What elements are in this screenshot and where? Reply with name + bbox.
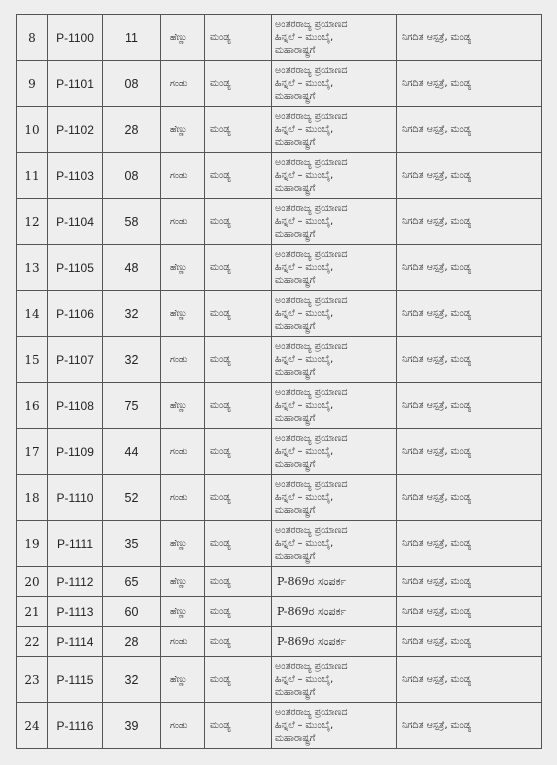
travel-history-line: ಮಹಾರಾಷ್ಟ್ರಗೆ [275, 367, 316, 378]
age-cell: 11 [103, 15, 161, 61]
travel-history-line: ಅಂತರರಾಜ್ಯ ಪ್ರಯಾಣದ [275, 203, 348, 214]
district-cell: ಮಂಡ್ಯ [205, 153, 272, 199]
sex-cell: ಗಂಡು [161, 337, 205, 383]
travel-history-cell [272, 61, 397, 107]
hospital-status-cell: ನಿಗದಿತ ಆಸ್ಪತ್ರೆ, ಮಂಡ್ಯ [397, 15, 542, 61]
hospital-status-cell: ನಿಗದಿತ ಆಸ್ಪತ್ರೆ, ಮಂಡ್ಯ [397, 703, 542, 749]
serial-number-cell: 22 [17, 627, 48, 657]
age-cell: 28 [103, 627, 161, 657]
patient-id-cell: P-1100 [48, 15, 103, 61]
patient-id-cell: P-1103 [48, 153, 103, 199]
travel-history-line: P-869ರ ಸಂಪರ್ಕ [277, 605, 347, 618]
travel-history-line: P-869ರ ಸಂಪರ್ಕ [277, 635, 347, 648]
sex-cell: ಗಂಡು [161, 429, 205, 475]
travel-history-line: P-869ರ ಸಂಪರ್ಕ [277, 575, 347, 588]
age-cell: 28 [103, 107, 161, 153]
serial-number-cell: 9 [17, 61, 48, 107]
travel-history-cell [272, 475, 397, 521]
travel-history-line: ಮಹಾರಾಷ್ಟ್ರಗೆ [275, 183, 316, 194]
travel-history-line: ಅಂತರರಾಜ್ಯ ಪ್ರಯಾಣದ [275, 157, 348, 168]
hospital-status-cell: ನಿಗದಿತ ಆಸ್ಪತ್ರೆ, ಮಂಡ್ಯ [397, 337, 542, 383]
serial-number-cell: 24 [17, 703, 48, 749]
district-cell: ಮಂಡ್ಯ [205, 521, 272, 567]
travel-history-line: ಹಿನ್ನಲೆ – ಮುಂಬೈ, [275, 262, 334, 273]
travel-history-line: ಮಹಾರಾಷ್ಟ್ರಗೆ [275, 551, 316, 562]
patient-id-cell: P-1115 [48, 657, 103, 703]
table-row [17, 337, 542, 383]
district-cell: ಮಂಡ್ಯ [205, 337, 272, 383]
travel-history-cell [272, 597, 397, 627]
travel-history-cell [272, 337, 397, 383]
serial-number-cell: 21 [17, 597, 48, 627]
travel-history-cell [272, 153, 397, 199]
travel-history-line: ಅಂತರರಾಜ್ಯ ಪ್ರಯಾಣದ [275, 249, 348, 260]
travel-history-line: ಹಿನ್ನಲೆ – ಮುಂಬೈ, [275, 124, 334, 135]
travel-history-line: ಅಂತರರಾಜ್ಯ ಪ್ರಯಾಣದ [275, 387, 348, 398]
sex-cell: ಗಂಡು [161, 199, 205, 245]
hospital-status-cell: ನಿಗದಿತ ಆಸ್ಪತ್ರೆ, ಮಂಡ್ಯ [397, 567, 542, 597]
sex-cell: ಹೆಣ್ಣು [161, 521, 205, 567]
patient-id-cell: P-1112 [48, 567, 103, 597]
patient-id-cell: P-1102 [48, 107, 103, 153]
serial-number-cell: 18 [17, 475, 48, 521]
travel-history-line: ಮಹಾರಾಷ್ಟ್ರಗೆ [275, 229, 316, 240]
travel-history-line: ಹಿನ್ನಲೆ – ಮುಂಬೈ, [275, 170, 334, 181]
age-cell: 52 [103, 475, 161, 521]
travel-history-line: ಮಹಾರಾಷ್ಟ್ರಗೆ [275, 505, 316, 516]
table-row [17, 383, 542, 429]
travel-history-cell [272, 703, 397, 749]
age-cell: 32 [103, 291, 161, 337]
travel-history-cell [272, 521, 397, 567]
serial-number-cell: 12 [17, 199, 48, 245]
hospital-status-cell: ನಿಗದಿತ ಆಸ್ಪತ್ರೆ, ಮಂಡ್ಯ [397, 153, 542, 199]
district-cell: ಮಂಡ್ಯ [205, 703, 272, 749]
travel-history-line: ಹಿನ್ನಲೆ – ಮುಂಬೈ, [275, 538, 334, 549]
age-cell: 08 [103, 61, 161, 107]
travel-history-line: ಅಂತರರಾಜ್ಯ ಪ್ರಯಾಣದ [275, 479, 348, 490]
table-row [17, 521, 542, 567]
patient-table [16, 14, 542, 749]
serial-number-cell: 11 [17, 153, 48, 199]
patient-id-cell: P-1109 [48, 429, 103, 475]
travel-history-line: ಅಂತರರಾಜ್ಯ ಪ್ರಯಾಣದ [275, 295, 348, 306]
table-row [17, 61, 542, 107]
sex-cell: ಗಂಡು [161, 61, 205, 107]
serial-number-cell: 20 [17, 567, 48, 597]
serial-number-cell: 23 [17, 657, 48, 703]
serial-number-cell: 17 [17, 429, 48, 475]
age-cell: 32 [103, 657, 161, 703]
district-cell: ಮಂಡ್ಯ [205, 567, 272, 597]
serial-number-cell: 13 [17, 245, 48, 291]
patient-id-cell: P-1113 [48, 597, 103, 627]
travel-history-line: ಹಿನ್ನಲೆ – ಮುಂಬೈ, [275, 674, 334, 685]
district-cell: ಮಂಡ್ಯ [205, 61, 272, 107]
travel-history-line: ಮಹಾರಾಷ್ಟ್ರಗೆ [275, 733, 316, 744]
sex-cell: ಹೆಣ್ಣು [161, 15, 205, 61]
patient-id-cell: P-1111 [48, 521, 103, 567]
age-cell: 58 [103, 199, 161, 245]
table-row [17, 597, 542, 627]
age-cell: 32 [103, 337, 161, 383]
table-row [17, 657, 542, 703]
age-cell: 35 [103, 521, 161, 567]
travel-history-line: ಅಂತರರಾಜ್ಯ ಪ್ರಯಾಣದ [275, 433, 348, 444]
table-row [17, 429, 542, 475]
table-row [17, 291, 542, 337]
travel-history-cell [272, 627, 397, 657]
patient-id-cell: P-1110 [48, 475, 103, 521]
travel-history-line: ಅಂತರರಾಜ್ಯ ಪ್ರಯಾಣದ [275, 707, 348, 718]
travel-history-line: ಹಿನ್ನಲೆ – ಮುಂಬೈ, [275, 492, 334, 503]
hospital-status-cell: ನಿಗದಿತ ಆಸ್ಪತ್ರೆ, ಮಂಡ್ಯ [397, 199, 542, 245]
travel-history-line: ಅಂತರರಾಜ್ಯ ಪ್ರಯಾಣದ [275, 19, 348, 30]
travel-history-cell [272, 199, 397, 245]
table-row [17, 703, 542, 749]
travel-history-cell [272, 567, 397, 597]
hospital-status-cell: ನಿಗದಿತ ಆಸ್ಪತ್ರೆ, ಮಂಡ್ಯ [397, 597, 542, 627]
hospital-status-cell: ನಿಗದಿತ ಆಸ್ಪತ್ರೆ, ಮಂಡ್ಯ [397, 475, 542, 521]
travel-history-line: ಹಿನ್ನಲೆ – ಮುಂಬೈ, [275, 32, 334, 43]
travel-history-line: ಮಹಾರಾಷ್ಟ್ರಗೆ [275, 137, 316, 148]
table-row [17, 153, 542, 199]
sex-cell: ಗಂಡು [161, 153, 205, 199]
patient-id-cell: P-1104 [48, 199, 103, 245]
sex-cell: ಹೆಣ್ಣು [161, 567, 205, 597]
hospital-status-cell: ನಿಗದಿತ ಆಸ್ಪತ್ರೆ, ಮಂಡ್ಯ [397, 657, 542, 703]
sex-cell: ಹೆಣ್ಣು [161, 245, 205, 291]
hospital-status-cell: ನಿಗದಿತ ಆಸ್ಪತ್ರೆ, ಮಂಡ್ಯ [397, 627, 542, 657]
travel-history-cell [272, 291, 397, 337]
district-cell: ಮಂಡ್ಯ [205, 657, 272, 703]
patient-id-cell: P-1116 [48, 703, 103, 749]
travel-history-line: ಅಂತರರಾಜ್ಯ ಪ್ರಯಾಣದ [275, 111, 348, 122]
hospital-status-cell: ನಿಗದಿತ ಆಸ್ಪತ್ರೆ, ಮಂಡ್ಯ [397, 245, 542, 291]
age-cell: 39 [103, 703, 161, 749]
table-row [17, 107, 542, 153]
patient-id-cell: P-1105 [48, 245, 103, 291]
travel-history-cell [272, 657, 397, 703]
travel-history-line: ಹಿನ್ನಲೆ – ಮುಂಬೈ, [275, 78, 334, 89]
table-row [17, 245, 542, 291]
table-row [17, 567, 542, 597]
travel-history-line: ಮಹಾರಾಷ್ಟ್ರಗೆ [275, 413, 316, 424]
travel-history-line: ಮಹಾರಾಷ್ಟ್ರಗೆ [275, 275, 316, 286]
age-cell: 44 [103, 429, 161, 475]
travel-history-line: ಮಹಾರಾಷ್ಟ್ರಗೆ [275, 321, 316, 332]
age-cell: 48 [103, 245, 161, 291]
serial-number-cell: 8 [17, 15, 48, 61]
serial-number-cell: 14 [17, 291, 48, 337]
table-row [17, 627, 542, 657]
travel-history-cell [272, 15, 397, 61]
patient-id-cell: P-1107 [48, 337, 103, 383]
sex-cell: ಹೆಣ್ಣು [161, 657, 205, 703]
age-cell: 08 [103, 153, 161, 199]
patient-table-body [17, 15, 542, 749]
travel-history-line: ಹಿನ್ನಲೆ – ಮುಂಬೈ, [275, 400, 334, 411]
district-cell: ಮಂಡ್ಯ [205, 597, 272, 627]
travel-history-line: ಮಹಾರಾಷ್ಟ್ರಗೆ [275, 91, 316, 102]
hospital-status-cell: ನಿಗದಿತ ಆಸ್ಪತ್ರೆ, ಮಂಡ್ಯ [397, 291, 542, 337]
serial-number-cell: 15 [17, 337, 48, 383]
district-cell: ಮಂಡ್ಯ [205, 429, 272, 475]
age-cell: 60 [103, 597, 161, 627]
travel-history-line: ಮಹಾರಾಷ್ಟ್ರಗೆ [275, 45, 316, 56]
serial-number-cell: 10 [17, 107, 48, 153]
sex-cell: ಹೆಣ್ಣು [161, 107, 205, 153]
sex-cell: ಹೆಣ್ಣು [161, 291, 205, 337]
travel-history-line: ಹಿನ್ನಲೆ – ಮುಂಬೈ, [275, 308, 334, 319]
travel-history-line: ಹಿನ್ನಲೆ – ಮುಂಬೈ, [275, 216, 334, 227]
travel-history-cell [272, 245, 397, 291]
age-cell: 75 [103, 383, 161, 429]
travel-history-cell [272, 383, 397, 429]
serial-number-cell: 16 [17, 383, 48, 429]
district-cell: ಮಂಡ್ಯ [205, 245, 272, 291]
patient-id-cell: P-1106 [48, 291, 103, 337]
travel-history-line: ಅಂತರರಾಜ್ಯ ಪ್ರಯಾಣದ [275, 341, 348, 352]
table-row [17, 199, 542, 245]
district-cell: ಮಂಡ್ಯ [205, 291, 272, 337]
hospital-status-cell: ನಿಗದಿತ ಆಸ್ಪತ್ರೆ, ಮಂಡ್ಯ [397, 61, 542, 107]
patient-id-cell: P-1108 [48, 383, 103, 429]
sex-cell: ಹೆಣ್ಣು [161, 383, 205, 429]
travel-history-line: ಅಂತರರಾಜ್ಯ ಪ್ರಯಾಣದ [275, 525, 348, 536]
district-cell: ಮಂಡ್ಯ [205, 107, 272, 153]
travel-history-line: ಮಹಾರಾಷ್ಟ್ರಗೆ [275, 459, 316, 470]
patient-id-cell: P-1114 [48, 627, 103, 657]
hospital-status-cell: ನಿಗದಿತ ಆಸ್ಪತ್ರೆ, ಮಂಡ್ಯ [397, 107, 542, 153]
travel-history-line: ಹಿನ್ನಲೆ – ಮುಂಬೈ, [275, 446, 334, 457]
table-row [17, 15, 542, 61]
travel-history-line: ಹಿನ್ನಲೆ – ಮುಂಬೈ, [275, 354, 334, 365]
district-cell: ಮಂಡ್ಯ [205, 383, 272, 429]
hospital-status-cell: ನಿಗದಿತ ಆಸ್ಪತ್ರೆ, ಮಂಡ್ಯ [397, 429, 542, 475]
sex-cell: ಹೆಣ್ಣು [161, 597, 205, 627]
sex-cell: ಗಂಡು [161, 627, 205, 657]
patient-id-cell: P-1101 [48, 61, 103, 107]
district-cell: ಮಂಡ್ಯ [205, 15, 272, 61]
serial-number-cell: 19 [17, 521, 48, 567]
hospital-status-cell: ನಿಗದಿತ ಆಸ್ಪತ್ರೆ, ಮಂಡ್ಯ [397, 383, 542, 429]
travel-history-cell [272, 107, 397, 153]
travel-history-cell [272, 429, 397, 475]
hospital-status-cell: ನಿಗದಿತ ಆಸ್ಪತ್ರೆ, ಮಂಡ್ಯ [397, 521, 542, 567]
district-cell: ಮಂಡ್ಯ [205, 199, 272, 245]
travel-history-line: ಅಂತರರಾಜ್ಯ ಪ್ರಯಾಣದ [275, 65, 348, 76]
table-row [17, 475, 542, 521]
district-cell: ಮಂಡ್ಯ [205, 475, 272, 521]
travel-history-line: ಹಿನ್ನಲೆ – ಮುಂಬೈ, [275, 720, 334, 731]
travel-history-line: ಮಹಾರಾಷ್ಟ್ರಗೆ [275, 687, 316, 698]
sex-cell: ಗಂಡು [161, 703, 205, 749]
age-cell: 65 [103, 567, 161, 597]
district-cell: ಮಂಡ್ಯ [205, 627, 272, 657]
travel-history-line: ಅಂತರರಾಜ್ಯ ಪ್ರಯಾಣದ [275, 661, 348, 672]
sex-cell: ಗಂಡು [161, 475, 205, 521]
